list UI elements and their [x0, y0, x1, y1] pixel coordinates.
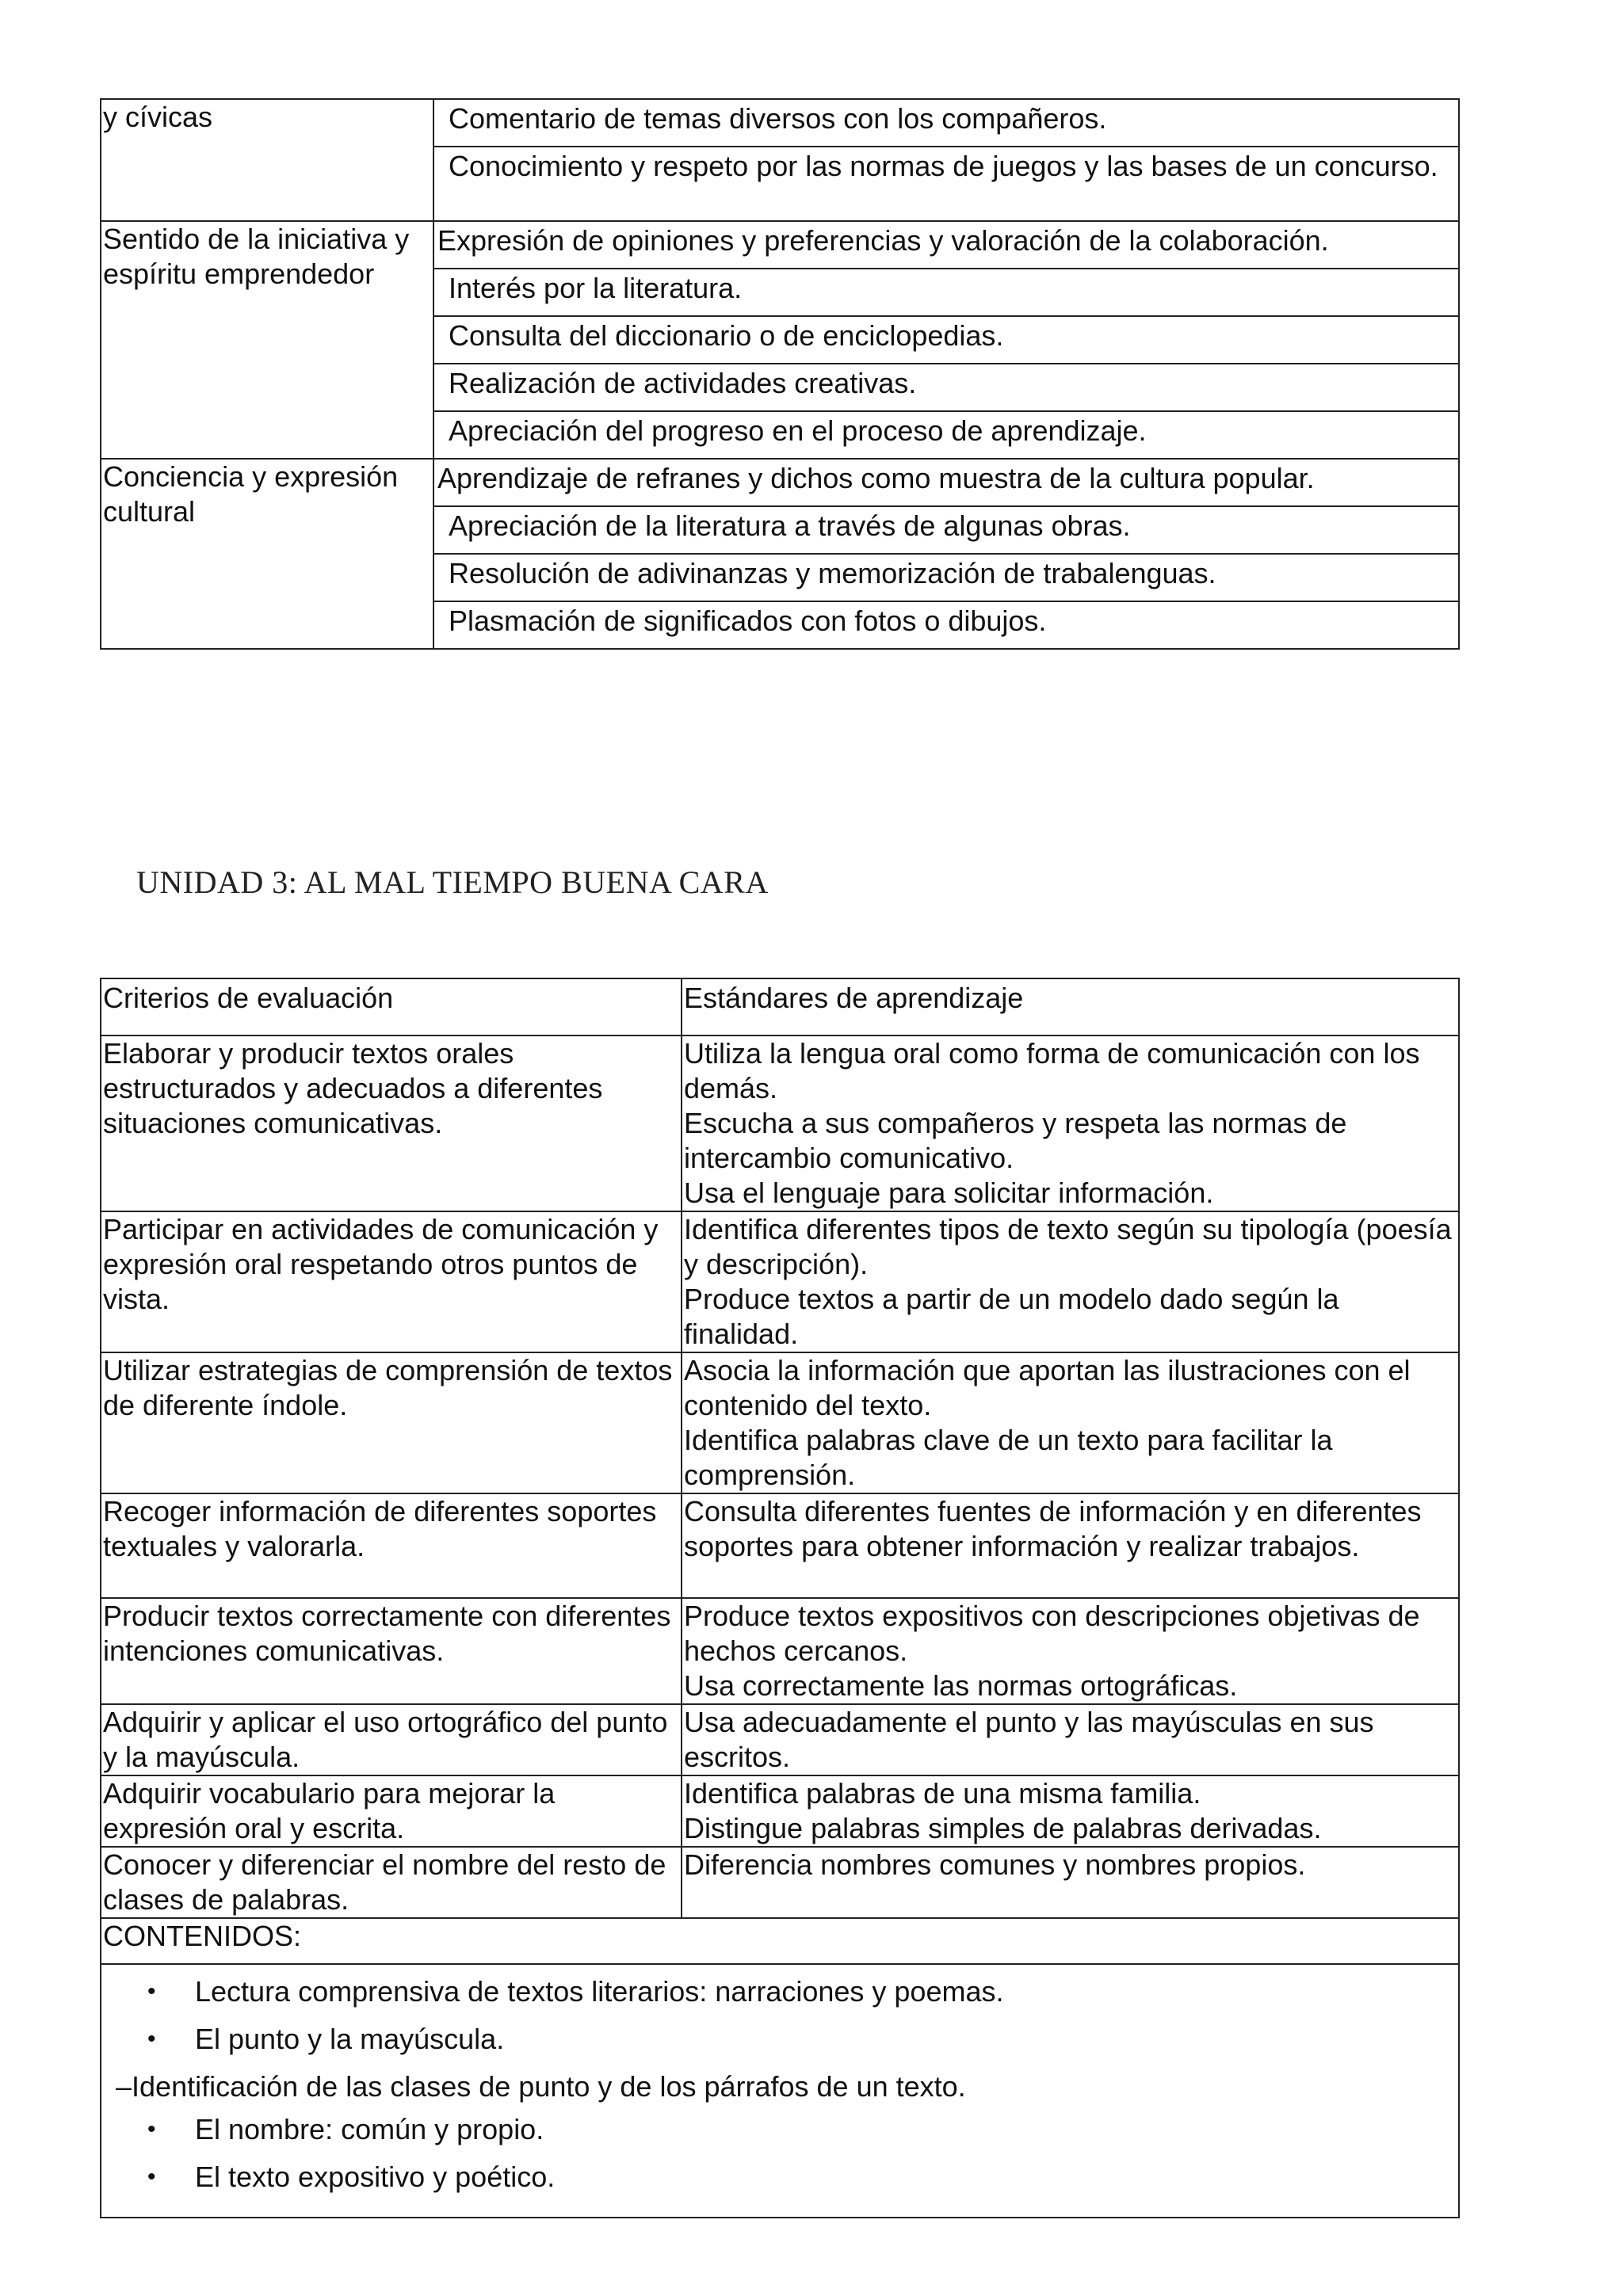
competencia-item: Comentario de temas diversos con los compañeros.	[433, 99, 1459, 147]
competencia-label: Conciencia y expresión cultural	[101, 459, 433, 649]
competencia-item: Interés por la literatura.	[433, 269, 1459, 316]
estandar-cell: Asocia la información que aportan las ilustraciones con el contenido del texto. Identifica palabras clave de un texto para facilitar la comprensión.	[682, 1352, 1459, 1493]
evaluation-table	[100, 978, 1460, 2218]
contenido-text: El nombre: común y propio.	[195, 2113, 544, 2145]
competencia-item: Plasmación de significados con fotos o dibujos.	[433, 601, 1459, 649]
unit-title: UNIDAD 3: AL MAL TIEMPO BUENA CARA	[136, 864, 769, 900]
contenidos-cell	[101, 1964, 1459, 2218]
competencia-item: Aprendizaje de refranes y dichos como muestra de la cultura popular.	[433, 459, 1459, 506]
criterio-cell: Conocer y diferenciar el nombre del resto de clases de palabras.	[101, 1847, 682, 1918]
bullet-icon: •	[147, 2116, 156, 2142]
contenido-text: Lectura comprensiva de textos literarios: narraciones y poemas.	[195, 1975, 1004, 2008]
contenido-dash-line: –Identificación de las clases de punto y de los párrafos de un texto.	[116, 2070, 966, 2103]
competencia-item: Apreciación del progreso en el proceso de aprendizaje.	[433, 411, 1459, 459]
estandar-cell: Utiliza la lengua oral como forma de comunicación con los demás. Escucha a sus compañeros y respeta las normas de intercambio comunicativo. Usa el lenguaje para solicitar información.	[682, 1035, 1459, 1211]
competencia-item: Conocimiento y respeto por las normas de juegos y las bases de un concurso.	[433, 147, 1459, 221]
competencia-item: Realización de actividades creativas.	[433, 364, 1459, 411]
contenidos-label: CONTENIDOS:	[101, 1918, 1459, 1964]
contenido-text: El texto expositivo y poético.	[195, 2161, 556, 2193]
contenido-bullet	[116, 1974, 1444, 2022]
competencia-item: Resolución de adivinanzas y memorización de trabalenguas.	[433, 554, 1459, 601]
estandar-cell: Usa adecuadamente el punto y las mayúsculas en sus escritos.	[682, 1704, 1459, 1775]
contenido-bullet	[116, 2112, 1444, 2160]
estandar-cell: Produce textos expositivos con descripciones objetivas de hechos cercanos. Usa correctamente las normas ortográficas.	[682, 1598, 1459, 1704]
criterio-cell: Participar en actividades de comunicación y expresión oral respetando otros puntos de vista.	[101, 1211, 682, 1352]
competencia-item: Expresión de opiniones y preferencias y valoración de la colaboración.	[433, 221, 1459, 269]
criterio-cell: Producir textos correctamente con diferentes intenciones comunicativas.	[101, 1598, 682, 1704]
competencia-item: Consulta del diccionario o de enciclopedias.	[433, 316, 1459, 364]
criterio-cell: Elaborar y producir textos orales estructurados y adecuados a diferentes situaciones comunicativas.	[101, 1035, 682, 1211]
estandar-cell: Consulta diferentes fuentes de información y en diferentes soportes para obtener información y realizar trabajos.	[682, 1493, 1459, 1598]
bullet-icon: •	[147, 2026, 156, 2052]
competencia-label: y cívicas	[101, 99, 433, 221]
bullet-icon: •	[147, 1978, 156, 2004]
competencia-item: Apreciación de la literatura a través de algunas obras.	[433, 506, 1459, 554]
header-criterios: Criterios de evaluación	[101, 978, 682, 1035]
criterio-cell: Utilizar estrategias de comprensión de textos de diferente índole.	[101, 1352, 682, 1493]
estandar-cell: Diferencia nombres comunes y nombres propios.	[682, 1847, 1459, 1918]
criterio-cell: Recoger información de diferentes soportes textuales y valorarla.	[101, 1493, 682, 1598]
criterio-cell: Adquirir y aplicar el uso ortográfico del punto y la mayúscula.	[101, 1704, 682, 1775]
competencias-table	[100, 98, 1460, 650]
contenido-text: El punto y la mayúscula.	[195, 2023, 505, 2055]
contenido-bullet	[116, 2160, 1444, 2207]
criterio-cell: Adquirir vocabulario para mejorar la expresión oral y escrita.	[101, 1775, 682, 1847]
contenido-bullet	[116, 2022, 1444, 2069]
estandar-cell: Identifica diferentes tipos de texto según su tipología (poesía y descripción). Produce textos a partir de un modelo dado según la finalidad.	[682, 1211, 1459, 1352]
estandar-cell: Identifica palabras de una misma familia. Distingue palabras simples de palabras derivadas.	[682, 1775, 1459, 1847]
competencia-label: Sentido de la iniciativa y espíritu emprendedor	[101, 221, 433, 459]
bullet-icon: •	[147, 2164, 156, 2190]
header-estandares: Estándares de aprendizaje	[682, 978, 1459, 1035]
